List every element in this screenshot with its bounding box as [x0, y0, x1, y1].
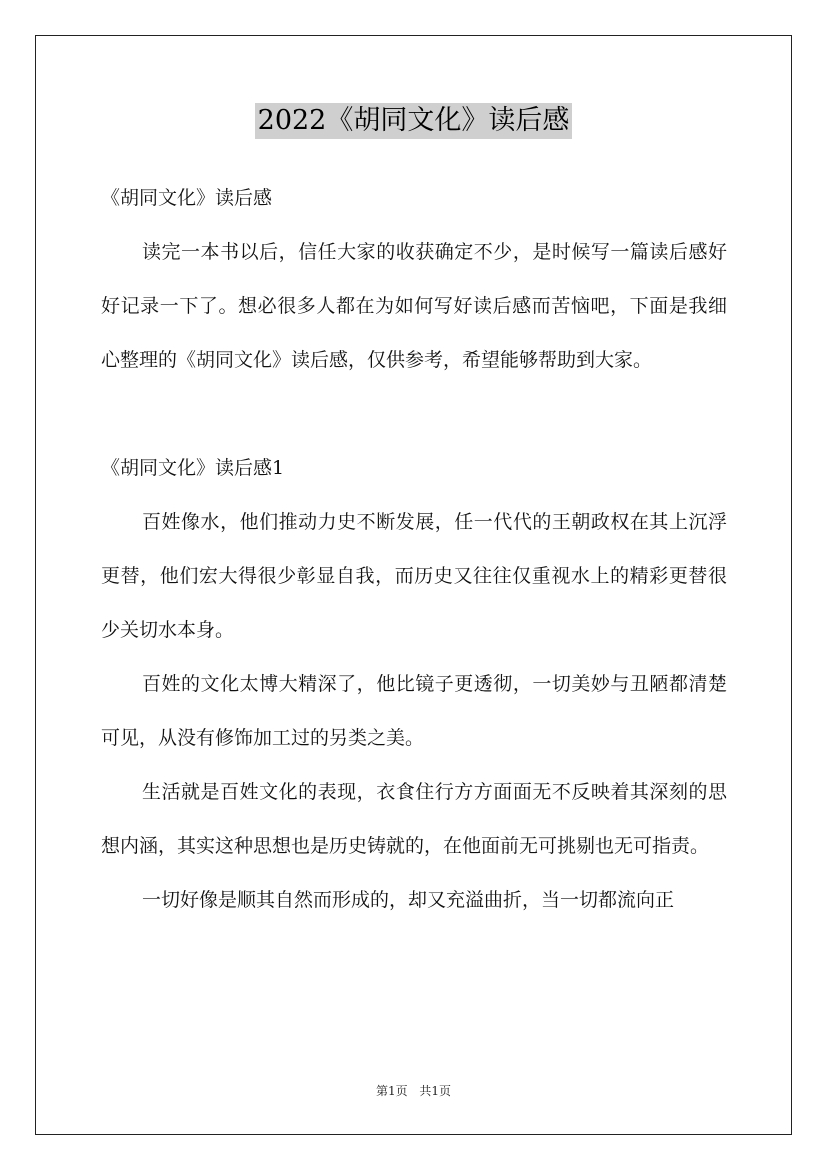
body-paragraph: 一切好像是顺其自然而形成的，却又充溢曲折，当一切都流向正 — [142, 889, 675, 911]
page-footer — [0, 1083, 827, 1099]
section-heading: 《胡同文化》读后感 — [101, 187, 273, 209]
body-paragraph: 生活就是百姓文化的表现，衣食住行方方面面无不反映着其深刻的思想内涵，其实这种思想也是历史铸就的，在他面前无可挑剔也无可指责。 — [101, 781, 727, 857]
document-body — [101, 171, 727, 927]
title-container — [0, 103, 827, 139]
body-paragraph: 百姓的文化太博大精深了，他比镜子更透彻，一切美妙与丑陋都清楚可见，从没有修饰加工过的另类之美。 — [101, 673, 727, 749]
page-number: 第1页 — [375, 1084, 408, 1098]
body-paragraph: 百姓像水，他们推动力史不断发展，任一代代的王朝政权在其上沉浮更替，他们宏大得很少彰显自我，而历史又往往仅重视水上的精彩更替很少关切水本身。 — [101, 511, 727, 641]
section-heading: 《胡同文化》读后感1 — [101, 457, 285, 479]
body-paragraph: 读完一本书以后，信任大家的收获确定不少，是时候写一篇读后感好好记录一下了。想必很多人都在为如何写好读后感而苦恼吧，下面是我细心整理的《胡同文化》读后感，仅供参考，希望能够帮助到大家。 — [101, 241, 727, 371]
document-title: 2022《胡同文化》读后感 — [255, 103, 573, 139]
page-count: 共1页 — [419, 1084, 452, 1098]
